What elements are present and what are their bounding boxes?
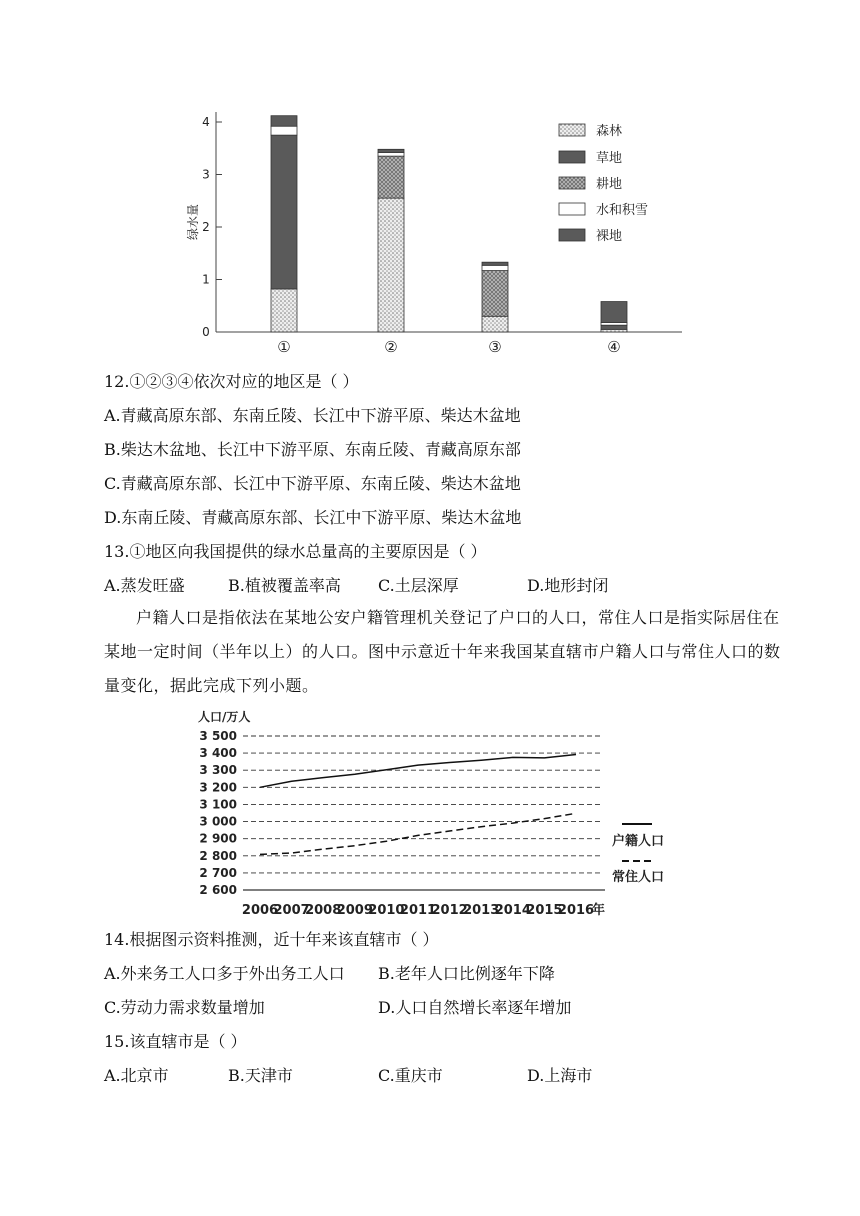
q14-stem: 14.根据图示资料推测，近十年来该直辖市（ ） (104, 930, 439, 949)
legend-swatch-forest (559, 124, 585, 136)
q14-option-b[interactable]: B.老年人口比例逐年下降 (378, 964, 555, 983)
legend-swatch-grassland (559, 151, 585, 163)
q12-option-d[interactable]: D.东南丘陵、青藏高原东部、长江中下游平原、柴达木盆地 (104, 508, 522, 527)
bar-segment-forest (378, 198, 404, 332)
bar-segment-cropland (482, 271, 508, 317)
bar-segment-forest (271, 289, 297, 332)
legend-swatch-cropland (559, 177, 585, 189)
x-tick-label: 2010 (368, 903, 405, 918)
y-tick-label: 3 500 (199, 729, 237, 743)
legend-label-forest: 森林 (596, 124, 623, 139)
q14-option-d[interactable]: D.人口自然增长率逐年增加 (378, 998, 572, 1017)
x-tick-label: 2014 (494, 903, 531, 918)
x-axis-unit: 年 (592, 903, 606, 918)
y-tick-label: 3 300 (199, 763, 237, 778)
q15-option-c[interactable]: C.重庆市 (378, 1066, 443, 1085)
y-tick-label: 1 (202, 272, 210, 287)
bar-segment-bare-land (482, 262, 508, 265)
x-tick-label: 2012 (431, 903, 468, 918)
bar-segment-cropland (378, 156, 404, 198)
x-category-label: ② (384, 338, 398, 356)
bar-segment-grassland (601, 325, 627, 329)
y-tick-label: 3 200 (199, 780, 237, 795)
bar-segment-forest (482, 316, 508, 332)
legend-label-water-snow: 水和积雪 (596, 203, 649, 218)
legend-label-registered: 户籍人口 (612, 834, 665, 849)
bar-segment-bare-land (601, 302, 627, 323)
q15-stem: 15.该直辖市是（ ） (104, 1032, 247, 1051)
y-tick-label: 2 900 (199, 831, 237, 846)
x-tick-label: 2011 (399, 903, 437, 918)
legend-label-cropland: 耕地 (596, 177, 623, 192)
series-line-resident-population (260, 813, 576, 854)
legend-swatch-water-snow (559, 203, 585, 215)
y-tick-label: 0 (202, 325, 210, 339)
q12-option-c[interactable]: C.青藏高原东部、长江中下游平原、东南丘陵、柴达木盆地 (104, 474, 521, 493)
y-tick-label: 2 (202, 220, 210, 234)
y-tick-label: 3 100 (199, 797, 237, 812)
population-line-chart (0, 700, 860, 925)
q13-option-c[interactable]: C.土层深厚 (378, 576, 459, 595)
x-tick-label: 2008 (305, 903, 342, 918)
series-line-registered-population (260, 755, 576, 788)
passage-text: 户籍人口是指依法在某地公安户籍管理机关登记了户口的人口，常住人口是指实际居住在某地一定时间（半年以上）的人口。图中示意近十年来我国某直辖市户籍人口与常住人口的数量变化，据此完成下列小题。 (104, 608, 781, 695)
bar-segment-water-snow (378, 152, 404, 156)
green-water-bar-chart (0, 0, 860, 370)
q12-stem: 12.①②③④依次对应的地区是（ ） (104, 372, 359, 391)
x-tick-label: 2007 (273, 903, 310, 918)
y-tick-label: 3 400 (199, 746, 237, 761)
chart1-ylabel: 绿水量 (186, 203, 200, 241)
chart2-ylabel: 人口/万人 (198, 710, 251, 724)
x-tick-label: 2006 (241, 903, 279, 918)
q13-option-b[interactable]: B.植被覆盖率高 (228, 576, 341, 595)
y-tick-label: 2 800 (199, 848, 237, 863)
x-category-label: ④ (607, 338, 621, 356)
y-tick-label: 3 000 (199, 814, 237, 829)
bar-segment-water-snow (482, 265, 508, 270)
legend-swatch-bare-land (559, 229, 585, 241)
x-category-label: ① (277, 338, 291, 356)
chart1-legend (559, 123, 648, 244)
x-tick-label: 2016 (557, 903, 595, 918)
q12-option-b[interactable]: B.柴达木盆地、长江中下游平原、东南丘陵、青藏高原东部 (104, 440, 521, 459)
bar-segment-bare-land (378, 149, 404, 152)
q12-option-a[interactable]: A.青藏高原东部、东南丘陵、长江中下游平原、柴达木盆地 (104, 406, 521, 425)
legend-label-bare-land: 裸地 (596, 229, 623, 244)
q13-stem: 13.①地区向我国提供的绿水总量高的主要原因是（ ） (104, 542, 487, 561)
x-tick-label: 2009 (336, 903, 373, 918)
y-tick-label: 2 700 (199, 865, 237, 880)
y-tick-label: 4 (202, 115, 210, 129)
q15-option-d[interactable]: D.上海市 (527, 1066, 593, 1085)
q13-option-d[interactable]: D.地形封闭 (527, 576, 609, 595)
x-tick-label: 2013 (463, 903, 500, 918)
bar-segment-grassland (271, 135, 297, 289)
q15-option-b[interactable]: B.天津市 (228, 1066, 293, 1085)
x-category-label: ③ (488, 338, 502, 356)
bar-segment-water-snow (271, 126, 297, 135)
legend-label-grassland: 草地 (596, 151, 623, 166)
x-tick-label: 2015 (526, 903, 563, 918)
q13-option-a[interactable]: A.蒸发旺盛 (104, 576, 185, 595)
y-tick-label: 2 600 (199, 883, 237, 897)
y-tick-label: 3 (202, 167, 210, 182)
legend-label-resident: 常住人口 (612, 870, 665, 885)
bar-segment-bare-land (271, 116, 297, 127)
q15-option-a[interactable]: A.北京市 (104, 1066, 169, 1085)
q14-option-c[interactable]: C.劳动力需求数量增加 (104, 998, 265, 1017)
q14-option-a[interactable]: A.外来务工人口多于外出务工人口 (104, 964, 345, 983)
